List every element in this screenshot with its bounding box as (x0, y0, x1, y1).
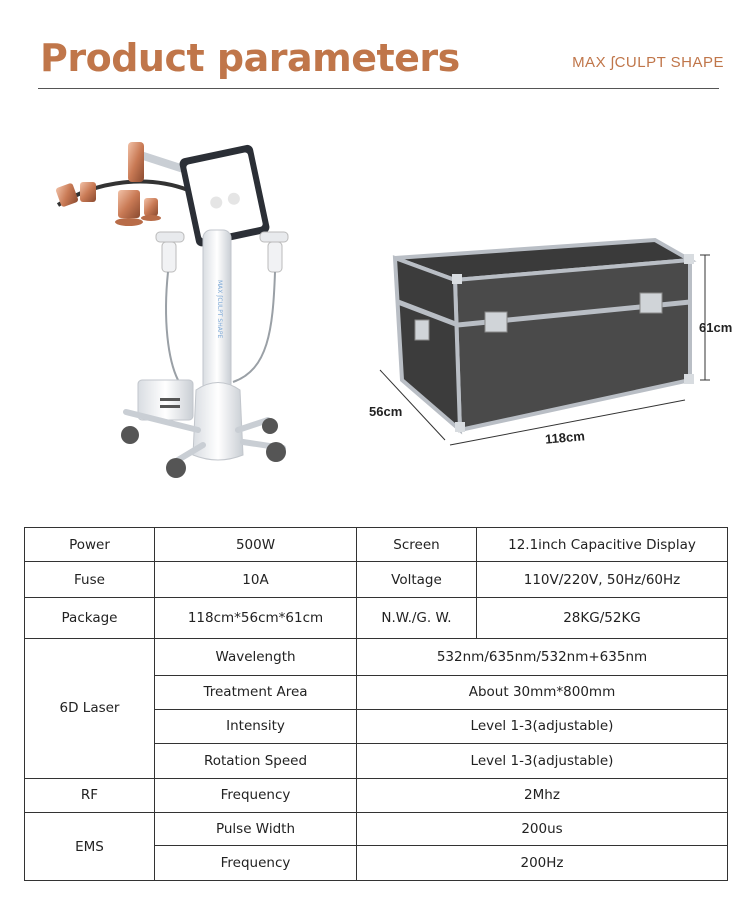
param-value: 110V/220V, 50Hz/60Hz (477, 562, 728, 598)
page-title: Product parameters (40, 36, 460, 80)
table-row (25, 638, 728, 676)
param-label: Package (25, 597, 155, 638)
table-row (25, 597, 728, 638)
param-value: 200Hz (357, 846, 728, 881)
parameters-table (24, 527, 728, 881)
param-value: 12.1inch Capacitive Display (477, 528, 728, 562)
table-row (25, 562, 728, 598)
case-height-label: 61cm (699, 320, 733, 335)
param-label: Frequency (155, 778, 357, 812)
param-label: Frequency (155, 846, 357, 881)
case-width-label: 118cm (544, 428, 586, 447)
param-label: Fuse (25, 562, 155, 598)
param-label: Wavelength (155, 638, 357, 676)
param-label: Power (25, 528, 155, 562)
param-value: 500W (155, 528, 357, 562)
param-label: Treatment Area (155, 676, 357, 709)
param-value: 200us (357, 813, 728, 846)
param-value: 2Mhz (357, 778, 728, 812)
param-label: Rotation Speed (155, 744, 357, 778)
param-value: Level 1-3(adjustable) (357, 709, 728, 743)
param-value: Level 1-3(adjustable) (357, 744, 728, 778)
param-label: Voltage (357, 562, 477, 598)
param-value: About 30mm*800mm (357, 676, 728, 709)
table-row (25, 528, 728, 562)
param-value: 532nm/635nm/532nm+635nm (357, 638, 728, 676)
param-value: 10A (155, 562, 357, 598)
param-label: Pulse Width (155, 813, 357, 846)
param-group-label: 6D Laser (25, 638, 155, 778)
case-depth-label: 56cm (369, 404, 403, 419)
machine-side-label: MAX ʃCULPT SHAPE (216, 280, 223, 339)
table-row (25, 813, 728, 846)
param-label: Screen (357, 528, 477, 562)
flight-case-image (360, 230, 745, 460)
header-divider (38, 88, 719, 89)
param-value: 118cm*56cm*61cm (155, 597, 357, 638)
param-group-label: RF (25, 778, 155, 812)
table-row (25, 778, 728, 812)
param-value: 28KG/52KG (477, 597, 728, 638)
machine-image (38, 130, 308, 490)
param-label: N.W./G. W. (357, 597, 477, 638)
brand-logo: MAX ʃCULPT SHAPE (572, 54, 724, 71)
param-label: Intensity (155, 709, 357, 743)
param-group-label: EMS (25, 813, 155, 881)
